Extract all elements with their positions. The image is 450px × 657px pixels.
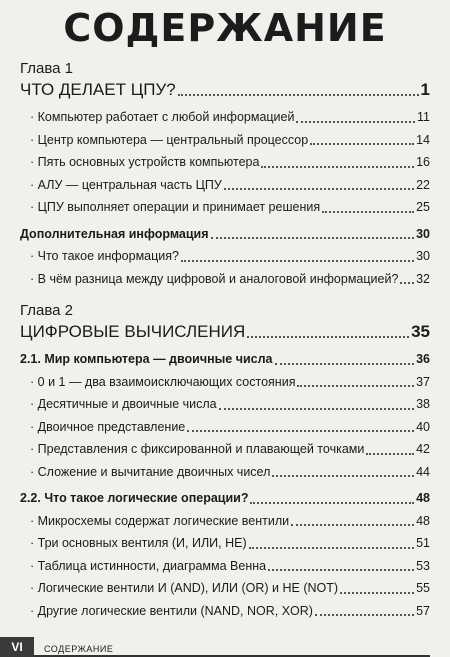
toc-entry[interactable]: · АЛУ — центральная часть ЦПУ 22 — [20, 174, 430, 197]
chapter-label: Глава 1 — [20, 60, 74, 77]
toc-entry[interactable]: · Логические вентили И (AND), ИЛИ (OR) и НЕ (NOT) 55 — [20, 577, 430, 600]
page-number-tab: VI — [0, 637, 34, 657]
chapter-title: ЧТО ДЕЛАЕТ ЦПУ? — [20, 80, 176, 99]
page-number: 1 — [420, 80, 430, 99]
dot-leader — [261, 165, 414, 168]
dot-leader — [296, 120, 415, 123]
toc-entry[interactable]: · Центр компьютера — центральный процессор 14 — [20, 129, 430, 152]
toc-section[interactable]: Дополнительная информация 30 — [20, 226, 430, 241]
toc-entry[interactable]: · Пять основных устройств компьютера 16 — [20, 151, 430, 174]
chapter-title: ЦИФРОВЫЕ ВЫЧИСЛЕНИЯ — [20, 322, 246, 341]
toc-entry[interactable]: · Представления с фиксированной и плавающей точками 42 — [20, 438, 430, 461]
toc-entry[interactable]: · 0 и 1 — два взаимоисключающих состояния 37 — [20, 371, 430, 394]
chapter-title-row[interactable] — [20, 78, 430, 102]
dot-leader — [272, 474, 414, 477]
toc-entry[interactable]: · ЦПУ выполняет операции и принимает решения 25 — [20, 196, 430, 219]
table-of-contents — [20, 60, 430, 622]
dot-leader — [224, 187, 414, 190]
toc-entry[interactable]: · Другие логические вентили (NAND, NOR, XOR) 57 — [20, 600, 430, 623]
toc-entry[interactable]: · Три основных вентиля (И, ИЛИ, НЕ) 51 — [20, 532, 430, 555]
dot-leader — [249, 546, 414, 549]
dot-leader — [310, 142, 414, 145]
dot-leader — [315, 613, 414, 616]
toc-entry[interactable]: · Компьютер работает с любой информацией 11 — [20, 106, 430, 129]
dot-leader — [247, 335, 409, 338]
toc-entry[interactable]: · Что такое информация? 30 — [20, 245, 430, 268]
chapter-label: Глава 2 — [20, 302, 74, 319]
toc-entry[interactable]: · Таблица истинности, диаграмма Венна 53 — [20, 555, 430, 578]
dot-leader — [187, 429, 414, 432]
toc-entry[interactable]: · Микросхемы содержат логические вентили 48 — [20, 510, 430, 533]
dot-leader — [181, 259, 414, 262]
dot-leader — [322, 210, 414, 213]
toc-entry[interactable]: · Сложение и вычитание двоичных чисел 44 — [20, 461, 430, 484]
running-title: СОДЕРЖАНИЕ — [44, 644, 114, 654]
chapter-title-row[interactable] — [20, 320, 430, 344]
dot-leader — [219, 407, 414, 410]
page-footer — [0, 637, 450, 657]
page-title: СОДЕРЖАНИЕ — [63, 6, 387, 50]
dot-leader — [366, 452, 414, 455]
dot-leader — [268, 568, 414, 571]
page-number: 35 — [411, 322, 430, 341]
dot-leader — [250, 501, 414, 504]
toc-section[interactable]: 2.2. Что такое логические операции? 48 — [20, 491, 430, 505]
dot-leader — [291, 523, 414, 526]
dot-leader — [178, 93, 419, 96]
dot-leader — [275, 362, 415, 365]
dot-leader — [400, 281, 414, 284]
dot-leader — [211, 236, 415, 239]
toc-entry[interactable]: · Десятичные и двоичные числа 38 — [20, 393, 430, 416]
dot-leader — [297, 384, 414, 387]
toc-section[interactable]: 2.1. Мир компьютера — двоичные числа 36 — [20, 352, 430, 366]
toc-entry[interactable]: · Двоичное представление 40 — [20, 416, 430, 439]
toc-entry[interactable]: · В чём разница между цифровой и аналоговой информацией? 32 — [20, 268, 430, 291]
dot-leader — [340, 591, 414, 594]
